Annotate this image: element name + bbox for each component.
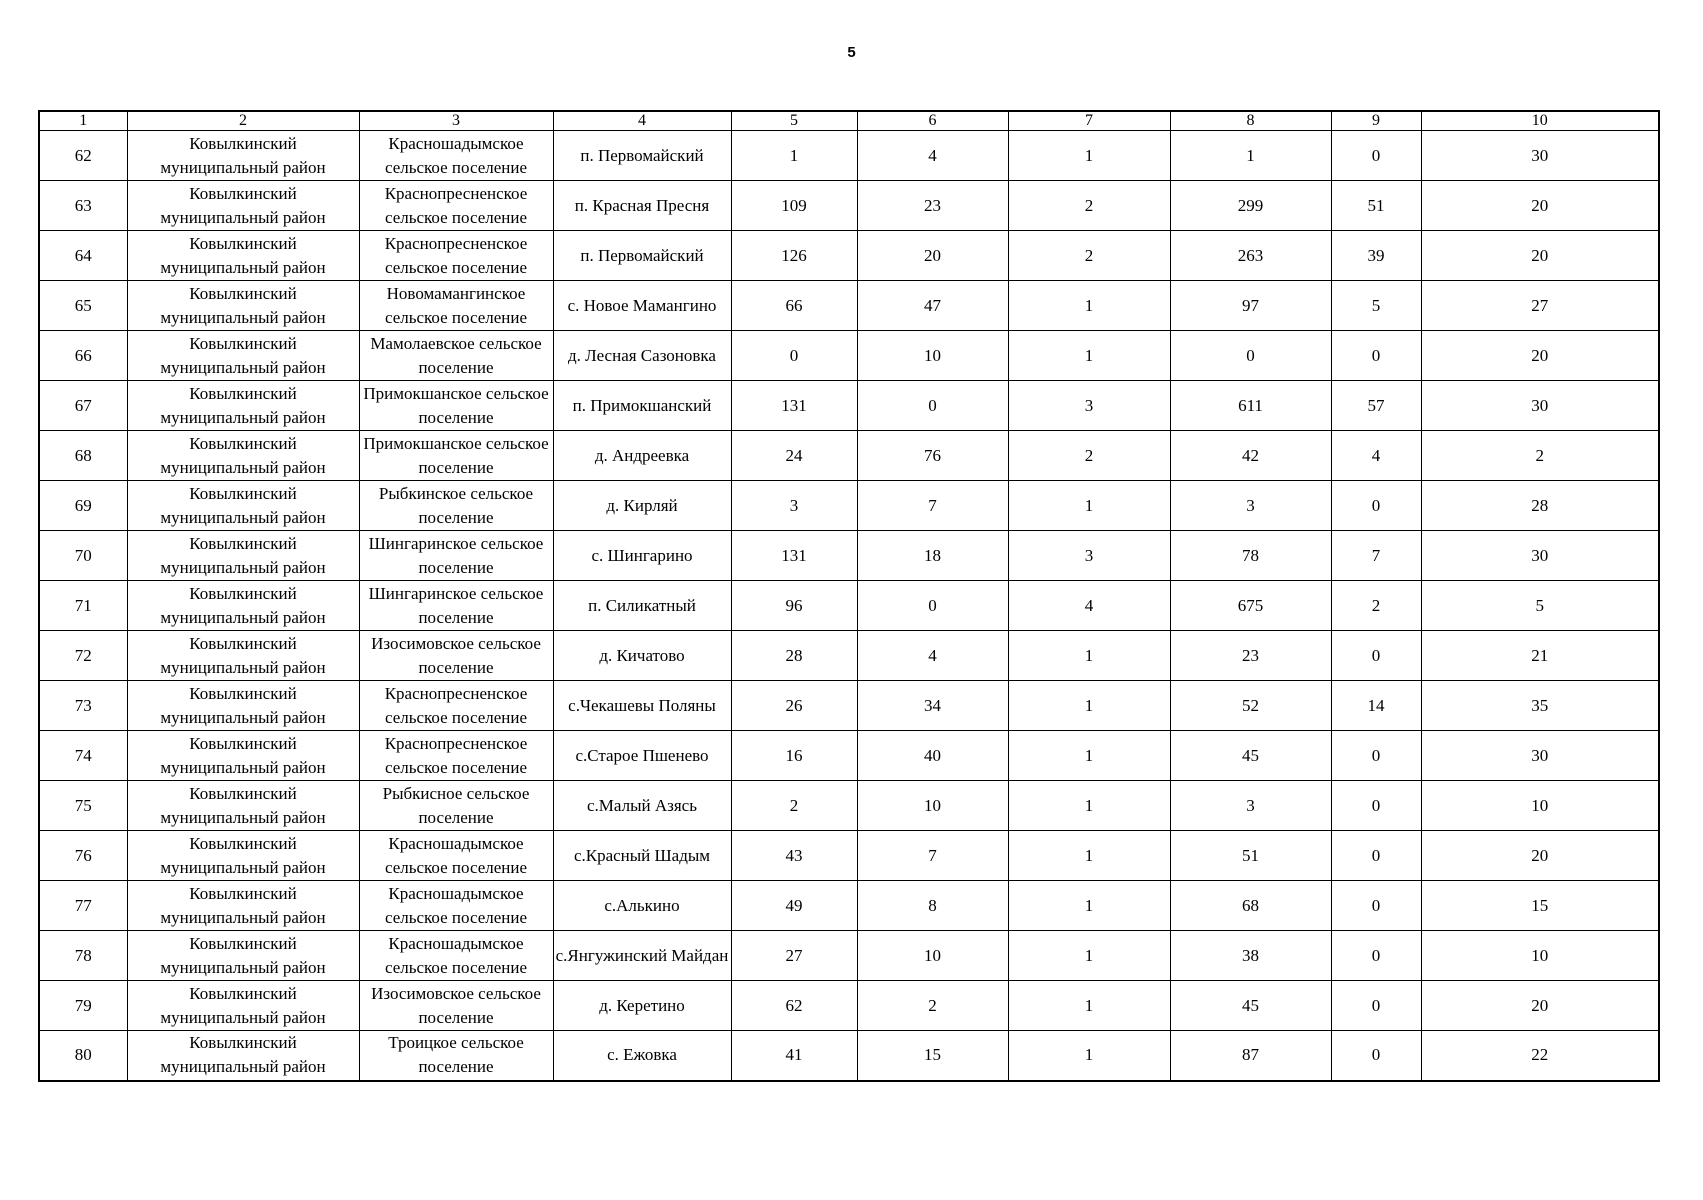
row-number: 62	[39, 131, 127, 181]
col7-value: 1	[1008, 631, 1170, 681]
col9-value: 0	[1331, 881, 1421, 931]
row-number: 73	[39, 681, 127, 731]
row-number: 66	[39, 331, 127, 381]
locality-cell: д. Кичатово	[553, 631, 731, 681]
col9-value: 14	[1331, 681, 1421, 731]
col6-value: 4	[857, 631, 1008, 681]
col10-value: 20	[1421, 181, 1659, 231]
table-header	[39, 111, 1659, 131]
col10-value: 20	[1421, 981, 1659, 1031]
locality-cell: д. Керетино	[553, 981, 731, 1031]
col9-value: 51	[1331, 181, 1421, 231]
col8-value: 299	[1170, 181, 1331, 231]
row-number: 65	[39, 281, 127, 331]
col10-value: 30	[1421, 381, 1659, 431]
col6-value: 10	[857, 781, 1008, 831]
settlement-cell: Красношадымское сельское поселение	[359, 131, 553, 181]
row-number: 74	[39, 731, 127, 781]
col7-value: 1	[1008, 731, 1170, 781]
locality-cell: с. Шингарино	[553, 531, 731, 581]
column-header-10: 10	[1421, 111, 1659, 131]
col8-value: 51	[1170, 831, 1331, 881]
col7-value: 1	[1008, 781, 1170, 831]
row-number: 79	[39, 981, 127, 1031]
col7-value: 2	[1008, 181, 1170, 231]
col5-value: 28	[731, 631, 857, 681]
col5-value: 126	[731, 231, 857, 281]
col9-value: 7	[1331, 531, 1421, 581]
table-row	[39, 281, 1659, 331]
col7-value: 2	[1008, 431, 1170, 481]
col9-value: 0	[1331, 981, 1421, 1031]
settlement-cell: Новомамангинское сельское поселение	[359, 281, 553, 331]
col5-value: 131	[731, 381, 857, 431]
col10-value: 21	[1421, 631, 1659, 681]
locality-cell: п. Силикатный	[553, 581, 731, 631]
row-number: 67	[39, 381, 127, 431]
table-row	[39, 781, 1659, 831]
col5-value: 109	[731, 181, 857, 231]
col9-value: 4	[1331, 431, 1421, 481]
table-row	[39, 431, 1659, 481]
locality-cell: с. Ежовка	[553, 1031, 731, 1081]
district-cell: Ковылкинский муниципальный район	[127, 331, 359, 381]
col6-value: 7	[857, 831, 1008, 881]
table-row	[39, 181, 1659, 231]
col8-value: 675	[1170, 581, 1331, 631]
district-cell: Ковылкинский муниципальный район	[127, 481, 359, 531]
col7-value: 1	[1008, 481, 1170, 531]
col7-value: 3	[1008, 381, 1170, 431]
col6-value: 0	[857, 581, 1008, 631]
col6-value: 76	[857, 431, 1008, 481]
col10-value: 27	[1421, 281, 1659, 331]
column-header-1: 1	[39, 111, 127, 131]
col5-value: 131	[731, 531, 857, 581]
settlement-cell: Изосимовское сельское поселение	[359, 981, 553, 1031]
table-row	[39, 481, 1659, 531]
district-cell: Ковылкинский муниципальный район	[127, 781, 359, 831]
col7-value: 1	[1008, 681, 1170, 731]
locality-cell: с.Малый Азясь	[553, 781, 731, 831]
table-row	[39, 731, 1659, 781]
district-cell: Ковылкинский муниципальный район	[127, 881, 359, 931]
col10-value: 22	[1421, 1031, 1659, 1081]
col8-value: 23	[1170, 631, 1331, 681]
table-row	[39, 831, 1659, 881]
col6-value: 0	[857, 381, 1008, 431]
table-row	[39, 1031, 1659, 1081]
row-number: 80	[39, 1031, 127, 1081]
settlement-cell: Краснопресненское сельское поселение	[359, 231, 553, 281]
row-number: 76	[39, 831, 127, 881]
col8-value: 97	[1170, 281, 1331, 331]
district-cell: Ковылкинский муниципальный район	[127, 431, 359, 481]
col8-value: 1	[1170, 131, 1331, 181]
col6-value: 2	[857, 981, 1008, 1031]
col7-value: 3	[1008, 531, 1170, 581]
settlement-cell: Примокшанское сельское поселение	[359, 381, 553, 431]
district-cell: Ковылкинский муниципальный район	[127, 831, 359, 881]
locality-cell: с.Янгужинский Майдан	[553, 931, 731, 981]
col10-value: 5	[1421, 581, 1659, 631]
settlement-cell: Краснопресненское сельское поселение	[359, 181, 553, 231]
col5-value: 1	[731, 131, 857, 181]
col9-value: 0	[1331, 481, 1421, 531]
district-cell: Ковылкинский муниципальный район	[127, 981, 359, 1031]
col9-value: 0	[1331, 631, 1421, 681]
col7-value: 1	[1008, 831, 1170, 881]
col8-value: 45	[1170, 981, 1331, 1031]
col7-value: 1	[1008, 281, 1170, 331]
col5-value: 66	[731, 281, 857, 331]
table-row	[39, 331, 1659, 381]
col6-value: 18	[857, 531, 1008, 581]
settlement-cell: Троицкое сельское поселение	[359, 1031, 553, 1081]
column-header-3: 3	[359, 111, 553, 131]
header-row	[39, 111, 1659, 131]
table-row	[39, 581, 1659, 631]
data-table	[38, 110, 1660, 1082]
settlement-cell: Красношадымское сельское поселение	[359, 881, 553, 931]
locality-cell: с.Красный Шадым	[553, 831, 731, 881]
settlement-cell: Краснопресненское сельское поселение	[359, 731, 553, 781]
col6-value: 8	[857, 881, 1008, 931]
settlement-cell: Рыбкисное сельское поселение	[359, 781, 553, 831]
col10-value: 2	[1421, 431, 1659, 481]
col9-value: 0	[1331, 131, 1421, 181]
row-number: 68	[39, 431, 127, 481]
column-header-7: 7	[1008, 111, 1170, 131]
table-row	[39, 931, 1659, 981]
column-header-2: 2	[127, 111, 359, 131]
col5-value: 2	[731, 781, 857, 831]
locality-cell: с.Чекашевы Поляны	[553, 681, 731, 731]
district-cell: Ковылкинский муниципальный район	[127, 731, 359, 781]
district-cell: Ковылкинский муниципальный район	[127, 381, 359, 431]
col9-value: 0	[1331, 731, 1421, 781]
col6-value: 15	[857, 1031, 1008, 1081]
table-body	[39, 131, 1659, 1081]
col9-value: 5	[1331, 281, 1421, 331]
col7-value: 4	[1008, 581, 1170, 631]
col5-value: 24	[731, 431, 857, 481]
district-cell: Ковылкинский муниципальный район	[127, 181, 359, 231]
locality-cell: д. Кирляй	[553, 481, 731, 531]
col8-value: 3	[1170, 781, 1331, 831]
row-number: 63	[39, 181, 127, 231]
col10-value: 30	[1421, 131, 1659, 181]
col5-value: 43	[731, 831, 857, 881]
col8-value: 0	[1170, 331, 1331, 381]
col5-value: 49	[731, 881, 857, 931]
district-cell: Ковылкинский муниципальный район	[127, 131, 359, 181]
column-header-6: 6	[857, 111, 1008, 131]
settlement-cell: Рыбкинское сельское поселение	[359, 481, 553, 531]
settlement-cell: Красношадымское сельское поселение	[359, 831, 553, 881]
table-row	[39, 381, 1659, 431]
row-number: 75	[39, 781, 127, 831]
col6-value: 20	[857, 231, 1008, 281]
row-number: 77	[39, 881, 127, 931]
col5-value: 27	[731, 931, 857, 981]
col10-value: 20	[1421, 231, 1659, 281]
locality-cell: п. Первомайский	[553, 231, 731, 281]
col10-value: 35	[1421, 681, 1659, 731]
row-number: 78	[39, 931, 127, 981]
col6-value: 40	[857, 731, 1008, 781]
col10-value: 20	[1421, 331, 1659, 381]
district-cell: Ковылкинский муниципальный район	[127, 631, 359, 681]
row-number: 72	[39, 631, 127, 681]
row-number: 64	[39, 231, 127, 281]
district-cell: Ковылкинский муниципальный район	[127, 281, 359, 331]
col9-value: 39	[1331, 231, 1421, 281]
col5-value: 26	[731, 681, 857, 731]
locality-cell: п. Первомайский	[553, 131, 731, 181]
locality-cell: п. Красная Пресня	[553, 181, 731, 231]
district-cell: Ковылкинский муниципальный район	[127, 1031, 359, 1081]
col6-value: 10	[857, 331, 1008, 381]
col5-value: 0	[731, 331, 857, 381]
col10-value: 10	[1421, 781, 1659, 831]
col7-value: 1	[1008, 1031, 1170, 1081]
col7-value: 2	[1008, 231, 1170, 281]
row-number: 70	[39, 531, 127, 581]
settlement-cell: Примокшанское сельское поселение	[359, 431, 553, 481]
col7-value: 1	[1008, 931, 1170, 981]
col7-value: 1	[1008, 131, 1170, 181]
col6-value: 10	[857, 931, 1008, 981]
table-row	[39, 131, 1659, 181]
column-header-8: 8	[1170, 111, 1331, 131]
settlement-cell: Мамолаевское сельское поселение	[359, 331, 553, 381]
col9-value: 0	[1331, 1031, 1421, 1081]
page-number: 5	[847, 44, 856, 61]
table-row	[39, 631, 1659, 681]
column-header-4: 4	[553, 111, 731, 131]
col8-value: 611	[1170, 381, 1331, 431]
col7-value: 1	[1008, 881, 1170, 931]
locality-cell: п. Примокшанский	[553, 381, 731, 431]
district-cell: Ковылкинский муниципальный район	[127, 931, 359, 981]
col6-value: 47	[857, 281, 1008, 331]
col9-value: 0	[1331, 331, 1421, 381]
column-header-9: 9	[1331, 111, 1421, 131]
col6-value: 4	[857, 131, 1008, 181]
col10-value: 30	[1421, 731, 1659, 781]
col9-value: 2	[1331, 581, 1421, 631]
col5-value: 3	[731, 481, 857, 531]
table-row	[39, 981, 1659, 1031]
settlement-cell: Шингаринское сельское поселение	[359, 531, 553, 581]
col10-value: 28	[1421, 481, 1659, 531]
col10-value: 30	[1421, 531, 1659, 581]
locality-cell: д. Андреевка	[553, 431, 731, 481]
col9-value: 57	[1331, 381, 1421, 431]
district-cell: Ковылкинский муниципальный район	[127, 581, 359, 631]
col8-value: 78	[1170, 531, 1331, 581]
col7-value: 1	[1008, 981, 1170, 1031]
col5-value: 41	[731, 1031, 857, 1081]
row-number: 69	[39, 481, 127, 531]
col5-value: 16	[731, 731, 857, 781]
locality-cell: д. Лесная Сазоновка	[553, 331, 731, 381]
col9-value: 0	[1331, 831, 1421, 881]
table-row	[39, 881, 1659, 931]
col9-value: 0	[1331, 931, 1421, 981]
settlement-cell: Краснопресненское сельское поселение	[359, 681, 553, 731]
table-row	[39, 681, 1659, 731]
col8-value: 87	[1170, 1031, 1331, 1081]
district-cell: Ковылкинский муниципальный район	[127, 681, 359, 731]
settlement-cell: Шингаринское сельское поселение	[359, 581, 553, 631]
column-header-5: 5	[731, 111, 857, 131]
col5-value: 96	[731, 581, 857, 631]
col8-value: 42	[1170, 431, 1331, 481]
settlement-cell: Изосимовское сельское поселение	[359, 631, 553, 681]
col8-value: 38	[1170, 931, 1331, 981]
col8-value: 68	[1170, 881, 1331, 931]
col10-value: 20	[1421, 831, 1659, 881]
col8-value: 45	[1170, 731, 1331, 781]
col8-value: 3	[1170, 481, 1331, 531]
locality-cell: с.Алькино	[553, 881, 731, 931]
district-cell: Ковылкинский муниципальный район	[127, 231, 359, 281]
col8-value: 52	[1170, 681, 1331, 731]
table-row	[39, 231, 1659, 281]
col10-value: 15	[1421, 881, 1659, 931]
row-number: 71	[39, 581, 127, 631]
col6-value: 7	[857, 481, 1008, 531]
settlement-cell: Красношадымское сельское поселение	[359, 931, 553, 981]
col10-value: 10	[1421, 931, 1659, 981]
col6-value: 34	[857, 681, 1008, 731]
col6-value: 23	[857, 181, 1008, 231]
table-row	[39, 531, 1659, 581]
col7-value: 1	[1008, 331, 1170, 381]
col5-value: 62	[731, 981, 857, 1031]
district-cell: Ковылкинский муниципальный район	[127, 531, 359, 581]
locality-cell: с. Новое Мамангино	[553, 281, 731, 331]
col9-value: 0	[1331, 781, 1421, 831]
col8-value: 263	[1170, 231, 1331, 281]
locality-cell: с.Старое Пшенево	[553, 731, 731, 781]
